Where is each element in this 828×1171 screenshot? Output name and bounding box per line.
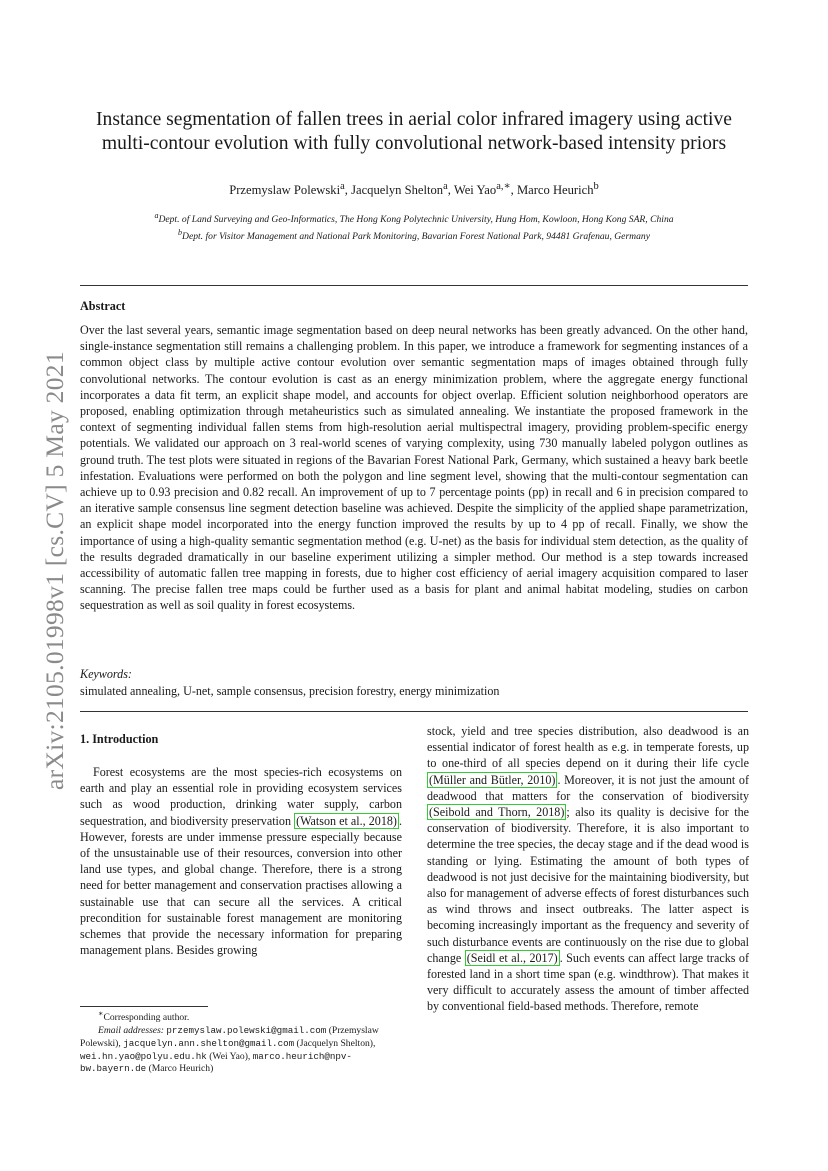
- footnote-rule: [80, 1006, 208, 1007]
- affiliation-mark: b: [178, 228, 183, 238]
- author-separator: ,: [510, 183, 517, 198]
- affiliations: [80, 209, 748, 243]
- body-text: . However, forests are under immense pressure especially because of the unsustainable use of their resources, conversion into other land use types, and global change. Therefore, there is a strong need for better management and conservation practises allowing a sustainable use that can secure all the services. A critical precondition for sustainable forest management are monitoring schemes that provide the necessary information for preparing management plans. Besides growing: [80, 813, 402, 958]
- email-label-wrap: [80, 1025, 164, 1036]
- email-owner: (Jacquelyn Shelton),: [296, 1037, 376, 1049]
- header-rule: [80, 285, 748, 286]
- email-owner: (Wei Yao),: [209, 1050, 251, 1062]
- citation-link[interactable]: (Müller and Bütler, 2010): [429, 772, 556, 787]
- author-separator: ,: [447, 183, 454, 198]
- affiliation-line: [80, 226, 748, 243]
- section-heading: 1. Introduction: [80, 732, 159, 746]
- email-address[interactable]: marco.heurich@npv-bw.bayern.de: [80, 1050, 352, 1075]
- author-mark: a: [340, 181, 345, 192]
- affiliation-mark: a: [154, 211, 159, 220]
- affiliation-text: Dept. of Land Surveying and Geo-Informatics, The Hong Kong Polytechnic University, Hung Hom, Kowloon, Hong Kong SAR, China: [158, 214, 674, 226]
- author-list: [80, 180, 748, 198]
- title-line-2: multi-contour evolution with fully convolutional network-based intensity priors: [101, 133, 727, 154]
- author-name: Wei Yao: [453, 183, 497, 198]
- keywords-heading: Keywords:: [80, 667, 132, 681]
- email-owner: (Marco Heurich): [148, 1063, 214, 1075]
- title-line-1: Instance segmentation of fallen trees in aerial color infrared imagery using active: [96, 109, 732, 130]
- author-name: Marco Heurich: [516, 183, 594, 198]
- email-address[interactable]: wei.hn.yao@polyu.edu.hk: [80, 1050, 207, 1062]
- author-mark: a: [443, 181, 448, 192]
- affiliation-line: [80, 209, 748, 226]
- footnotes: [80, 1008, 402, 1076]
- citation-link[interactable]: (Seibold and Thorn, 2018): [429, 805, 565, 820]
- body-text: stock, yield and tree species distribution, also deadwood is an essential indicator of forest health as e.g. in temperate forests, up to one-third of all species depend on it during their life cycle: [427, 724, 749, 771]
- affiliation-text: Dept. for Visitor Management and National Park Monitoring, Bavarian Forest National Park, 94481 Grafenau, Germany: [182, 231, 650, 243]
- email-owner: (Przemyslaw Polewski),: [80, 1024, 379, 1049]
- keywords-text: simulated annealing, U-net, sample consensus, precision forestry, energy minimization: [80, 684, 500, 698]
- abstract-rule: [80, 711, 748, 712]
- author-separator: ,: [344, 183, 352, 198]
- abstract-heading: Abstract: [80, 299, 126, 313]
- email-address[interactable]: jacquelyn.ann.shelton@gmail.com: [123, 1037, 295, 1049]
- intro-left-column: [80, 764, 402, 958]
- intro-right-column: [427, 723, 749, 1015]
- email-label: Email addresses:: [98, 1024, 164, 1036]
- citation-link[interactable]: (Watson et al., 2018): [296, 813, 397, 828]
- body-text: Forest ecosystems are the most species-rich ecosystems on earth and play an essential role in providing ecosystem services such as wood production, drinking water supply, carbon sequestration, and biodiversity preservation: [80, 765, 402, 828]
- author-name: Przemyslaw Polewski: [229, 183, 341, 198]
- email-footnote: [80, 1025, 402, 1076]
- body-text: . Such events can affect large tracks of forested land in a short time span (e.g. windthrow). That makes it very difficult to accurately assess the amount of timber affected by conventional field-based methods. Therefore, remote: [427, 950, 749, 1014]
- author-mark: a,∗: [496, 181, 511, 192]
- citation-link[interactable]: (Seidl et al., 2017): [466, 950, 558, 965]
- body-text: . Moreover, it is not just the amount of deadwood that matters for the conservation of biodiversity: [427, 772, 749, 803]
- body-text: ; also its quality is decisive for the conservation of biodiversity. Therefore, it is also important to determine the tree species, the decay stage and if the dead wood is standing or lying. Estimating the amount of both types of deadwood is not just decisive for the maintaining biodiversity, but also for management of adverse effects of forest disturbances such as wind throws and insect outbreaks. The latter aspect is becoming increasingly important as the frequency and severity of such disturbance events are continuously on the rise due to global change: [427, 805, 749, 965]
- author-name: Jacquelyn Shelton: [351, 183, 444, 198]
- paper-title: [80, 108, 748, 156]
- abstract-text: Over the last several years, semantic image segmentation based on deep neural networks has been greatly advanced. On the other hand, single-instance segmentation still remains a challenging problem. In this paper, we introduce a framework for segmenting instances of a common object class by multiple active contour evolution over semantic segmentation maps of images obtained through fully convolutional networks. The contour evolution is cast as an energy minimization problem, where the aggregate energy functional incorporates a data fit term, an explicit shape model, and accounts for object overlap. Efficient solution neighborhood operators are proposed, enabling optimization through metaheuristics such as simulated annealing. We instantiate the proposed framework in the context of segmenting individual fallen stems from high-resolution aerial multispectral imagery, providing problem-specific energy potentials. We validated our approach on 3 real-world scenes of varying complexity, using 730 manually labeled polygon outlines as ground truth. The test plots were situated in regions of the Bavarian Forest National Park, Germany, which sustained a heavy bark beetle infestation. Evaluations were performed on both the polygon and line segment level, showing that the multi-contour segmentation can achieve up to 0.93 precision and 0.82 recall. An improvement of up to 7 percentage points (pp) in recall and 6 in precision compared to an iterative sample consensus line segment detection baseline was achieved. Despite the simplicity of the applied shape parametrization, an explicit shape model incorporated into the energy function improved the results by up to 4 pp of recall. Finally, we show the importance of using a high-quality semantic segmentation method (e.g. U-net) as the basis for individual stem detection, as the quality of the results degraded dramatically in our baseline experiment utilizing a simpler method. Our method is a step towards increased accessibility of automatic fallen tree mapping in forests, due to higher cost efficiency of aerial imagery acquisition compared to laser scanning. The precise fallen tree maps could be further used as a basis for plant and animal habitat modeling, studies on carbon sequestration as well as soil quality in forest ecosystems.: [80, 323, 748, 613]
- arxiv-stamp: [22, 351, 69, 790]
- arxiv-stamp-text: arXiv:2105.01998v1 [cs.CV] 5 May 2021: [40, 351, 69, 790]
- email-address[interactable]: przemyslaw.polewski@gmail.com: [166, 1024, 327, 1036]
- corresponding-footnote: ∗Corresponding author.: [98, 1009, 190, 1024]
- author-mark: b: [593, 181, 599, 192]
